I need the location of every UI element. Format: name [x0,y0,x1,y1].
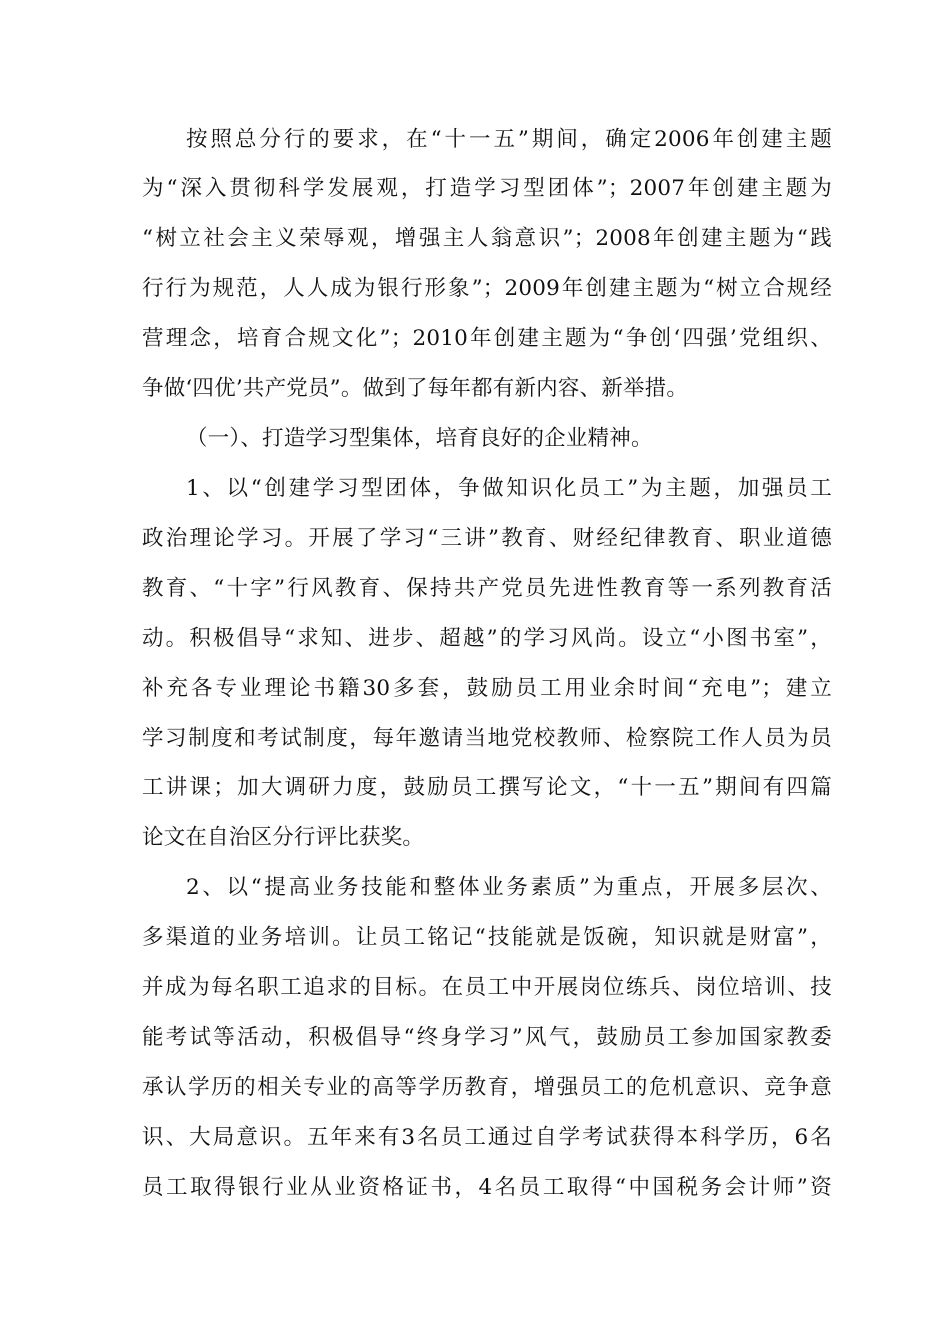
paragraph-1-line-5: 营理念，培育合规文化”；2010年创建主题为“争创‘四强’党组织、 [142,326,832,351]
paragraph-1-line-2: 为“深入贯彻科学发展观，打造学习型团体”；2007年创建主题为 [142,176,832,201]
paragraph-2-line-7: 工讲课；加大调研力度，鼓励员工撰写论文，“十一五”期间有四篇 [142,775,832,800]
paragraph-1-line-4: 行行为规范，人人成为银行形象”；2009年创建主题为“树立合规经 [142,276,832,301]
section-heading: （一）、打造学习型集体，培育良好的企业精神。 [186,426,653,451]
paragraph-2-line-2: 政治理论学习。开展了学习“三讲”教育、财经纪律教育、职业道德 [142,526,832,551]
paragraph-2-line-4: 动。积极倡导“求知、进步、超越”的学习风尚。设立“小图书室”， [142,626,832,651]
paragraph-3-line-2: 多渠道的业务培训。让员工铭记“技能就是饭碗，知识就是财富”， [142,925,832,950]
paragraph-1-line-1: 按照总分行的要求，在“十一五”期间，确定2006年创建主题 [186,127,832,152]
paragraph-3-line-6: 识、大局意识。五年来有3名员工通过自学考试获得本科学历，6名 [142,1125,832,1150]
paragraph-2-line-8: 论文在自治区分行评比获奖。 [142,825,425,850]
paragraph-3-line-4: 能考试等活动，积极倡导“终身学习”风气，鼓励员工参加国家教委 [142,1025,832,1050]
paragraph-3-line-1: 2、以“提高业务技能和整体业务素质”为重点，开展多层次、 [186,875,832,900]
paragraph-2-line-6: 学习制度和考试制度，每年邀请当地党校教师、检察院工作人员为员 [142,726,832,751]
paragraph-3-line-3: 并成为每名职工追求的目标。在员工中开展岗位练兵、岗位培训、技 [142,975,832,1000]
paragraph-3-line-7: 员工取得银行业从业资格证书，4名员工取得“中国税务会计师”资 [142,1175,832,1200]
paragraph-1-line-6: 争做‘四优’共产党员”。做到了每年都有新内容、新举措。 [142,376,689,401]
paragraph-1-line-3: “树立社会主义荣辱观，增强主人翁意识”；2008年创建主题为“践 [142,226,832,251]
paragraph-2-line-5: 补充各专业理论书籍30多套，鼓励员工用业余时间“充电”；建立 [142,676,832,701]
paragraph-2-line-1: 1、以“创建学习型团体，争做知识化员工”为主题，加强员工 [186,476,832,501]
paragraph-2-line-3: 教育、“十字”行风教育、保持共产党员先进性教育等一系列教育活 [142,576,832,601]
paragraph-3-line-5: 承认学历的相关专业的高等学历教育，增强员工的危机意识、竞争意 [142,1075,832,1100]
